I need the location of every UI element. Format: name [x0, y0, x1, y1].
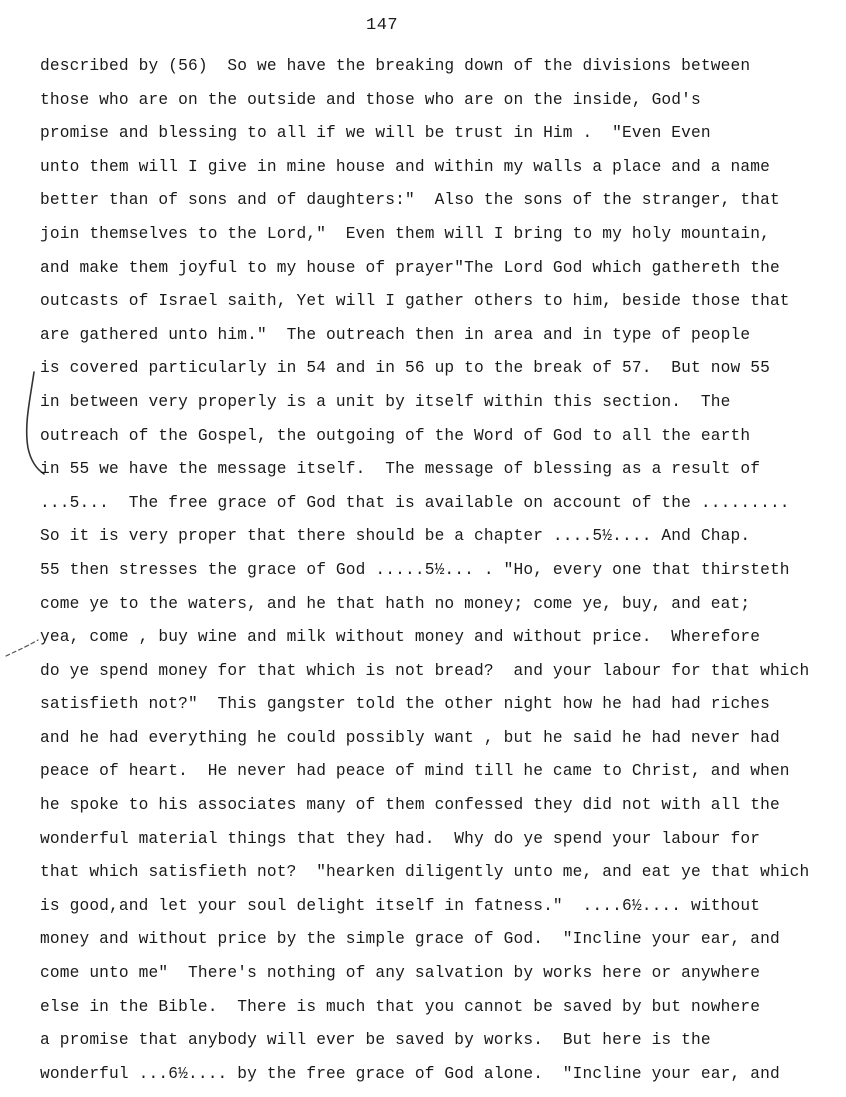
text-line: peace of heart. He never had peace of mind till he came to Christ, and when	[40, 762, 790, 781]
text-line: do ye spend money for that which is not bread? and your labour for that which	[40, 661, 810, 680]
text-line: he spoke to his associates many of them confessed they did not with all the	[40, 796, 780, 815]
text-line: come ye to the waters, and he that hath no money; come ye, buy, and eat;	[40, 594, 751, 613]
text-line: is covered particularly in 54 and in 56 up to the break of 57. But now 55	[40, 359, 770, 378]
text-line: ...5... The free grace of God that is available on account of the .........	[40, 493, 790, 512]
text-line: outreach of the Gospel, the outgoing of the Word of God to all the earth	[40, 426, 751, 445]
text-line: unto them will I give in mine house and within my walls a place and a name	[40, 157, 770, 176]
text-line: in 55 we have the message itself. The message of blessing as a result of	[40, 460, 761, 479]
text-line: satisfieth not?" This gangster told the other night how he had had riches	[40, 695, 770, 714]
text-line: come unto me" There's nothing of any salvation by works here or anywhere	[40, 964, 761, 983]
text-line: in between very properly is a unit by itself within this section. The	[40, 392, 731, 411]
text-line: are gathered unto him." The outreach then in area and in type of people	[40, 325, 751, 344]
text-line: that which satisfieth not? "hearken diligently unto me, and eat ye that which	[40, 863, 810, 882]
text-line: promise and blessing to all if we will be trust in Him . "Even Even	[40, 124, 711, 143]
text-line: 55 then stresses the grace of God .....5½... . "Ho, every one that thirsteth	[40, 560, 790, 579]
text-line: outcasts of Israel saith, Yet will I gather others to him, beside those that	[40, 292, 790, 311]
text-line: is good,and let your soul delight itself in fatness." ....6½.... without	[40, 896, 761, 915]
text-line: else in the Bible. There is much that you cannot be saved by but nowhere	[40, 997, 761, 1016]
body-text	[40, 50, 830, 1091]
text-line: wonderful ...6½.... by the free grace of God alone. "Incline your ear, and	[40, 1064, 780, 1083]
text-line: described by (56) So we have the breaking down of the divisions between	[40, 57, 751, 75]
text-line: wonderful material things that they had. Why do ye spend your labour for	[40, 829, 761, 848]
text-line: join themselves to the Lord," Even them will I bring to my holy mountain,	[40, 224, 770, 243]
text-line: money and without price by the simple grace of God. "Incline your ear, and	[40, 930, 780, 949]
text-line: and make them joyful to my house of prayer"The Lord God which gathereth the	[40, 258, 780, 277]
text-line: and he had everything he could possibly want , but he said he had never had	[40, 728, 780, 747]
text-line: So it is very proper that there should be a chapter ....5½.... And Chap.	[40, 527, 751, 546]
text-line: those who are on the outside and those who are on the inside, God's	[40, 90, 701, 109]
text-line: a promise that anybody will ever be saved by works. But here is the	[40, 1031, 711, 1050]
text-line: yea, come , buy wine and milk without money and without price. Wherefore	[40, 628, 761, 647]
text-line: better than of sons and of daughters:" Also the sons of the stranger, that	[40, 191, 780, 210]
margin-dash-mark	[4, 636, 44, 666]
page-number: 147	[366, 16, 399, 35]
